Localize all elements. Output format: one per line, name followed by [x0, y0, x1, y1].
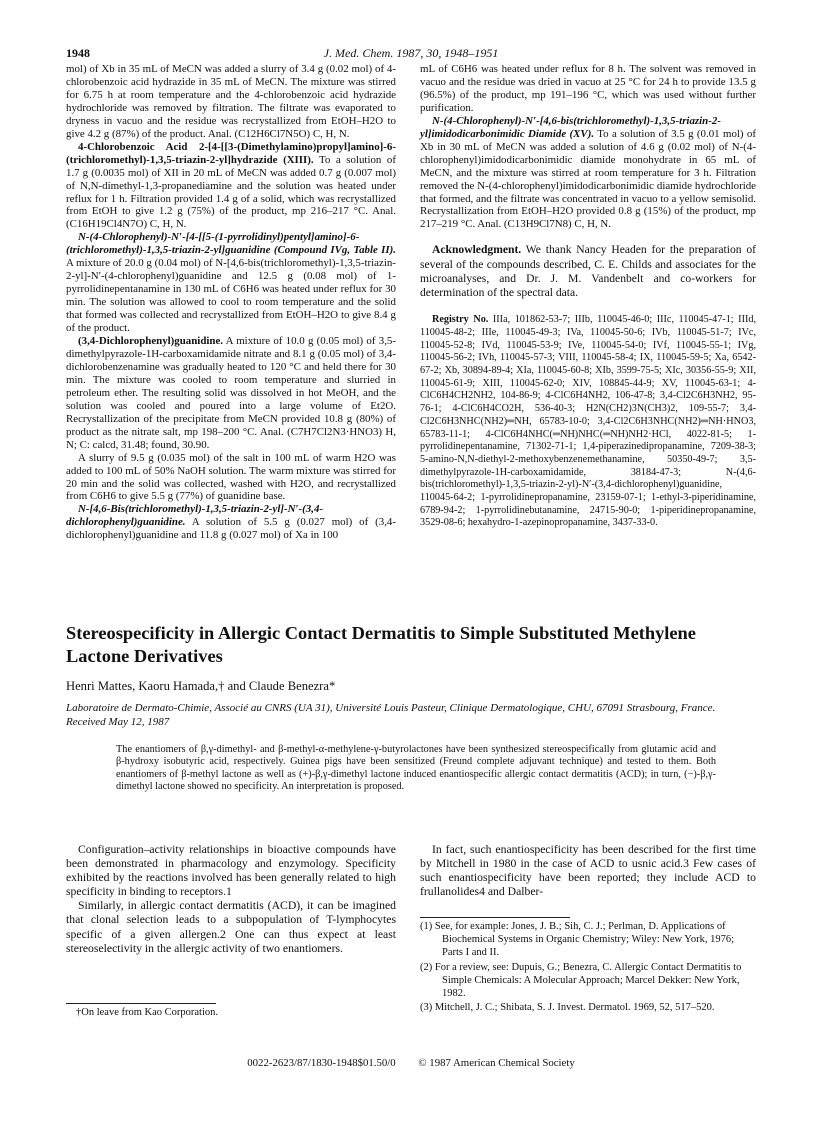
paragraph: N-(4-Chlorophenyl)-N′-[4,6-bis(trichloromethyl)-1,3,5-triazin-2-yl]imidodicarbonimidic Diamide (XV). To a solution of 3.5 g (0.01 mol) of Xb in 30 mL of MeCN was added a solution of 4.6 g (0.02 mol) of N-(4-chlorophenyl)imidodicarbonimidic diamide monohydrate in 65 mL of MeCN, and the mixture was stirred at room temperature for 3 h. Filtration removed the N-(4-chlorophenyl)imidodicarbonimidic diamide hydrochloride that formed, and the filtrate was concentrated in vacuo to a yellow semisolid. Recrystallization from EtOH–H2O provided 0.8 g (15%) of the product, mp 217–219 °C. Anal. (C13H9Cl7N8) C, H, N. — [420, 114, 756, 231]
footnote-rule — [66, 1003, 216, 1004]
reference-item: (2) For a review, see: Dupuis, G.; Benezra, C. Allergic Contact Dermatitis to Simple Chemicals: A Molecular Approach; Marcel Dekker: New York, 1982. — [420, 961, 742, 999]
article-authors: Henri Mattes, Kaoru Hamada,† and Claude Benezra* — [66, 679, 336, 693]
page-number: 1948 — [66, 46, 90, 60]
intro-right-column — [420, 843, 756, 899]
abstract-text: The enantiomers of β,γ-dimethyl- and β-methyl-α-methylene-γ-butyrolactones have been synthesized stereospecifically from glutamic acid and β-hydroxy isobutyric acid, respectively. Guinea pigs have been sensitized (Freund complete adjuvant technique) and tested to them. Both enantiomers of β-methyl lactone as well as (+)-β,γ-dimethyl lactone induced enantiospecific allergic contact dermatitis (ACD); in turn, (−)-β,γ-dimethyl lactone showed no specificity. An interpretation is proposed. — [116, 744, 716, 793]
experimental-left-column — [66, 63, 396, 542]
paragraph: A slurry of 9.5 g (0.035 mol) of the salt in 100 mL of warm H2O was added to 100 mL of 50% NaOH solution. The warm mixture was stirred for 20 min and the solid was collected, washed with H2O, and recrystallized from C6H6 to give 5.5 g (77%) of guanidine base. — [66, 451, 396, 503]
page-footer — [66, 1057, 756, 1069]
article-code: 0022-2623/87/1830-1948$01.50/0 — [247, 1057, 396, 1069]
paragraph: N-[4,6-Bis(trichloromethyl)-1,3,5-triazin-2-yl]-N′-(3,4-dichlorophenyl)guanidine. A solution of 5.5 g (0.027 mol) of (3,4-dichlorophenyl)guanidine and 11.8 g (0.027 mol) of Xa in 100 — [66, 503, 396, 542]
paragraph: (3,4-Dichlorophenyl)guanidine. A mixture of 10.0 g (0.05 mol) of 3,5-dimethylpyrazole-1H-carboxamidamide nitrate and 8.1 g (0.05 mol) of 3,4-dichlorobenzenamine was gradually heated to 120 °C and held there for 30 min. The mixture was cooled to room temperature and slurried in petroleum ether. The resulting solid was dissolved in hot MeOH, and the solution was cooled and poured into a large volume of Et2O. Recrystallization of the precipitate from MeCN provided 10.8 g (80%) of product as the nitrate salt, mp 198–200 °C. Anal. (C7H7Cl2N3·HNO3) H, N; C: calcd, 31.48; found, 30.90. — [66, 335, 396, 451]
experimental-right-column — [420, 63, 756, 530]
footnote: †On leave from Kao Corporation. — [76, 1007, 219, 1018]
references-rule — [420, 917, 570, 918]
abstract — [116, 744, 716, 794]
copyright: © 1987 American Chemical Society — [418, 1057, 575, 1069]
article-title: Stereospecificity in Allergic Contact Dermatitis to Simple Substituted Methylene Lactone Derivatives — [66, 623, 696, 666]
acknowledgment: Acknowledgment. We thank Nancy Headen for the preparation of several of the compounds described, C. E. Childs and associates for the microanalyses, and Dr. J. M. Vandenbelt and co-workers for determination of the spectral data. — [420, 243, 756, 299]
reference-item: (1) See, for example: Jones, J. B.; Sih, C. J.; Perlman, D. Applications of Biochemical Systems in Organic Chemistry; Wiley: New York, 1976; Parts I and II. — [420, 921, 735, 958]
reference-item: (3) Mitchell, J. C.; Shibata, S. J. Invest. Dermatol. 1969, 52, 517–520. — [420, 1002, 715, 1014]
paragraph: In fact, such enantiospecificity has been described for the first time by Mitchell in 1980 in the case of ACD to usnic acid.3 Few cases of such enantiospecificity have been reported; they include ACD to frullanolides4 and Dalber- — [420, 843, 756, 899]
references — [420, 921, 756, 1017]
paragraph: mL of C6H6 was heated under reflux for 8 h. The solvent was removed in vacuo and the residue was dried in vacuo at 25 °C for 24 h to provide 13.5 g (96.5%) of the product, mp 191–196 °C, which was used without further purification. — [420, 63, 756, 114]
paragraph: 4-Chlorobenzoic Acid 2-[4-[[3-(Dimethylamino)propyl]amino]-6-(trichloromethyl)-1,3,5-triazin-2-yl]hydrazide (XIII). To a solution of 1.7 g (0.0035 mol) of XII in 20 mL of MeCN was added 0.7 g (0.007 mol) of N,N-dimethyl-1,3-propanediamine and the solution was heated under reflux for 1 h. Filtration provided 1.4 g of a solid, which was recrystallized from EtOH to give 1.2 g (75%) of the product, mp 216–217 °C. Anal. (C16H19Cl4N7O) C, H, N. — [66, 140, 396, 231]
paragraph: mol) of Xb in 35 mL of MeCN was added a slurry of 3.4 g (0.02 mol) of 4-chlorobenzoic acid hydrazide in 35 mL of MeCN. The mixture was stirred for 6.75 h at room temperature and the 4-chlorobenzoic acid hydrazide hydrochloride was removed by filtration. The filtrate was evaporated to dryness in vacuo and the residue was recrystallized from EtOH–H2O to give 4.2 g (87%) of the product. Anal. (C12H6Cl7N5O) C, H, N. — [66, 63, 396, 140]
intro-left-column — [66, 843, 396, 956]
article-affiliation: Laboratoire de Dermato-Chimie, Associé au CNRS (UA 31), Université Louis Pasteur, Clinique Dermatologique, CHU, 67091 Strasbourg, France. Received May 12, 1987 — [66, 702, 716, 728]
paragraph: Similarly, in allergic contact dermatitis (ACD), it can be imagined that clonal selection leads to a subpopulation of T-lymphocytes specific of a given allergen.2 One can thus expect at least stereoselectivity in the allergic activity of two enantiomers. — [66, 899, 396, 955]
paragraph: N-(4-Chlorophenyl)-N′-[4-[[5-(1-pyrrolidinyl)pentyl]amino]-6-(trichloromethyl)-1,3,5-triazin-2-yl]guanidine (Compound IVg, Table II). A mixture of 20.0 g (0.04 mol) of N-[4,6-bis(trichloromethyl)-1,3,5-triazin-2-yl]-N′-(4-chlorophenyl)guanidine and 12.5 g (0.08 mol) of 1-pyrrolidinepentanamine in 130 mL of C6H6 was heated under reflux for 30 min. The solution was allowed to cool to room temperature and the solid that formed was collected and recrystallized from EtOH–H2O to give 8.4 g of the product. — [66, 231, 396, 335]
journal-citation: J. Med. Chem. 1987, 30, 1948–1951 — [323, 46, 499, 60]
paragraph: Configuration–activity relationships in bioactive compounds have been demonstrated in pharmacology and enzymology. Specificity exhibited by the reactions involved has been generally related to high specificity in binding to receptors.1 — [66, 843, 396, 899]
registry-numbers: Registry No. IIIa, 101862-53-7; IIIb, 110045-46-0; IIIc, 110045-47-1; IIId, 110045-48-2; IIIe, 110045-49-3; IVa, 110045-50-6; IVb, 110045-51-7; IVc, 110045-52-8; IVd, 110045-53-9; IVe, 110045-54-0; IVf, 110045-55-1; IVg, 110045-56-2; IVh, 110045-57-3; VIII, 110045-58-4; IX, 110045-59-5; Xa, 6542-67-2; Xb, 30894-89-4; XIa, 110045-60-8; XIb, 3599-75-5; XIc, 30356-55-9; XII, 110045-61-9; XIII, 110045-62-0; XIV, 108845-44-9; XV, 110045-63-1; 4-ClC6H4CH2NH2, 104-86-9; 4-ClC6H4NH2, 106-47-8; 3,4-Cl2C6H3NH2, 95-76-1; 4-ClC6H4CO2H, 536-40-3; H2N(CH2)3N(CH3)2, 109-55-7; 3,4-Cl2C6H3NHC(NH2)═NH, 65783-10-0; 3,4-Cl2C6H3NHC(NH2)═NH·HNO3, 65783-11-1; 4-ClC6H4NHC(═NH)NHC(═NH)NH2·HCl, 4022-81-5; 1-pyrrolidinepentanamine, 71302-71-1; 1,4-piperazinedipropanamine, 7209-38-3; 5-amino-N,N-diethyl-2-methoxybenzenemethanamine, 50350-49-7; 3,5-dimethylpyrazole-1H-carboxamidamide, 38184-47-3; N-(4,6-bis(trichloromethyl)-1,3,5-triazin-2-yl)-N′-(3,4-dichlorophenyl)guanidine, 110045-64-2; 1-pyrrolidinepropanamine, 23159-07-1; 1-ethyl-3-piperidinamine, 6789-94-2; 1-pyrrolidinebutanamine, 24715-90-0; 1-piperidinepropanamine, 3529-08-6; hexahydro-1-azepinopropanamine, 3437-33-0. — [420, 314, 757, 529]
